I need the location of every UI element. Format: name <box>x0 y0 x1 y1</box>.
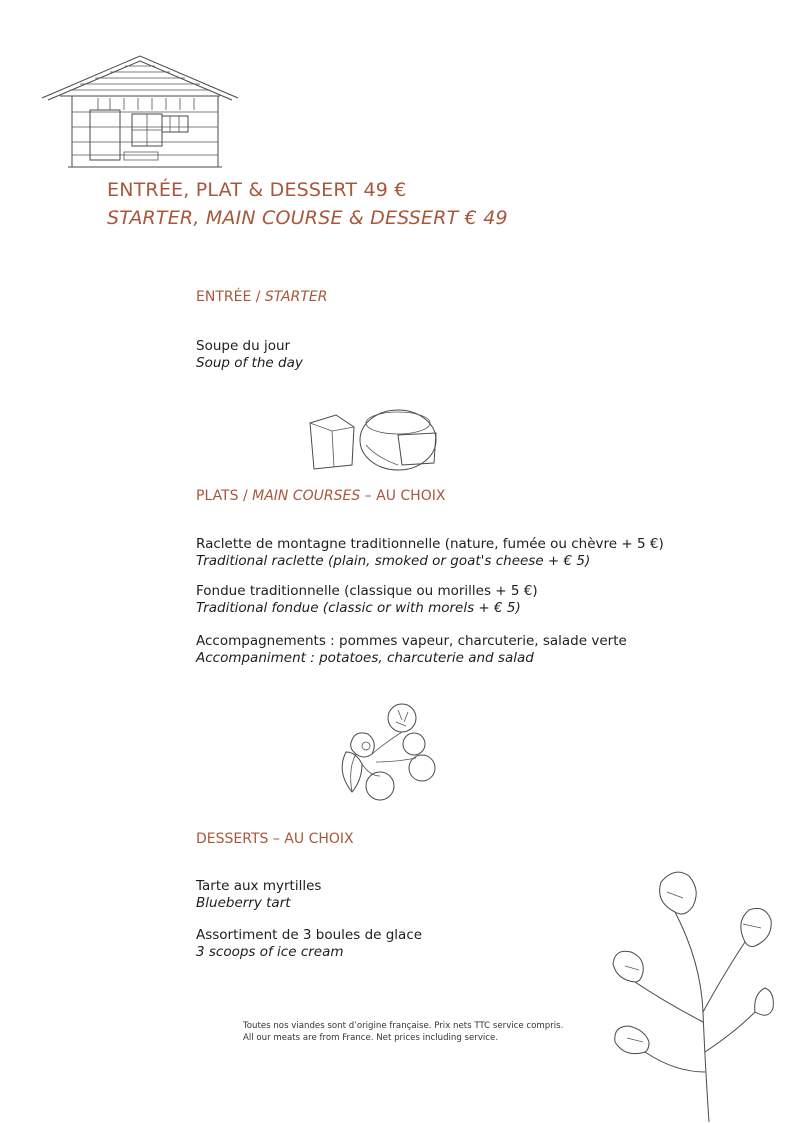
starter-heading-fr: ENTRÉE / <box>196 289 265 305</box>
menu-item <box>196 536 664 570</box>
mains-heading-suffix: – AU CHOIX <box>360 488 446 504</box>
footer-note <box>243 1020 563 1044</box>
mains-heading <box>196 487 445 505</box>
item-name-en: Traditional raclette (plain, smoked or goat's cheese + € 5) <box>196 553 591 569</box>
menu-item <box>196 338 303 372</box>
item-name-fr: Fondue traditionnelle (classique ou morilles + 5 €) <box>196 583 538 599</box>
starter-heading <box>196 288 328 306</box>
item-name-fr: Raclette de montagne traditionnelle (nature, fumée ou chèvre + 5 €) <box>196 536 664 552</box>
menu-item <box>196 633 627 667</box>
menu-item <box>196 583 538 617</box>
menu-item <box>196 927 422 961</box>
item-name-en: Traditional fondue (classic or with morels + € 5) <box>196 600 521 616</box>
item-name-fr: Tarte aux myrtilles <box>196 878 322 894</box>
footer-note-fr: Toutes nos viandes sont d’origine française. Prix nets TTC service compris. <box>243 1021 564 1031</box>
item-name-fr: Assortiment de 3 boules de glace <box>196 927 423 943</box>
item-name-en: Blueberry tart <box>196 895 291 911</box>
item-name-fr: Accompagnements : pommes vapeur, charcuterie, salade verte <box>196 633 627 649</box>
parsley-illustration <box>605 862 775 1124</box>
item-name-en: 3 scoops of ice cream <box>196 944 344 960</box>
cheese-illustration <box>306 405 442 471</box>
raspberry-illustration <box>326 702 436 812</box>
mains-heading-fr: PLATS / <box>196 488 253 504</box>
item-name-fr: Soupe du jour <box>196 338 291 354</box>
item-name-en: Soup of the day <box>196 355 303 371</box>
starter-heading-en: STARTER <box>264 289 328 305</box>
mains-heading-en: MAIN COURSES <box>252 488 361 504</box>
item-name-en: Accompaniment : potatoes, charcuterie and salad <box>196 650 534 666</box>
menu-item <box>196 878 321 912</box>
desserts-heading: DESSERTS – AU CHOIX <box>196 831 354 847</box>
chalet-illustration <box>40 52 240 172</box>
footer-note-en: All our meats are from France. Net prices including service. <box>243 1033 499 1043</box>
menu-title-english: STARTER, MAIN COURSE & DESSERT € 49 <box>107 207 508 229</box>
menu-title-french: ENTRÉE, PLAT & DESSERT 49 € <box>107 179 407 201</box>
